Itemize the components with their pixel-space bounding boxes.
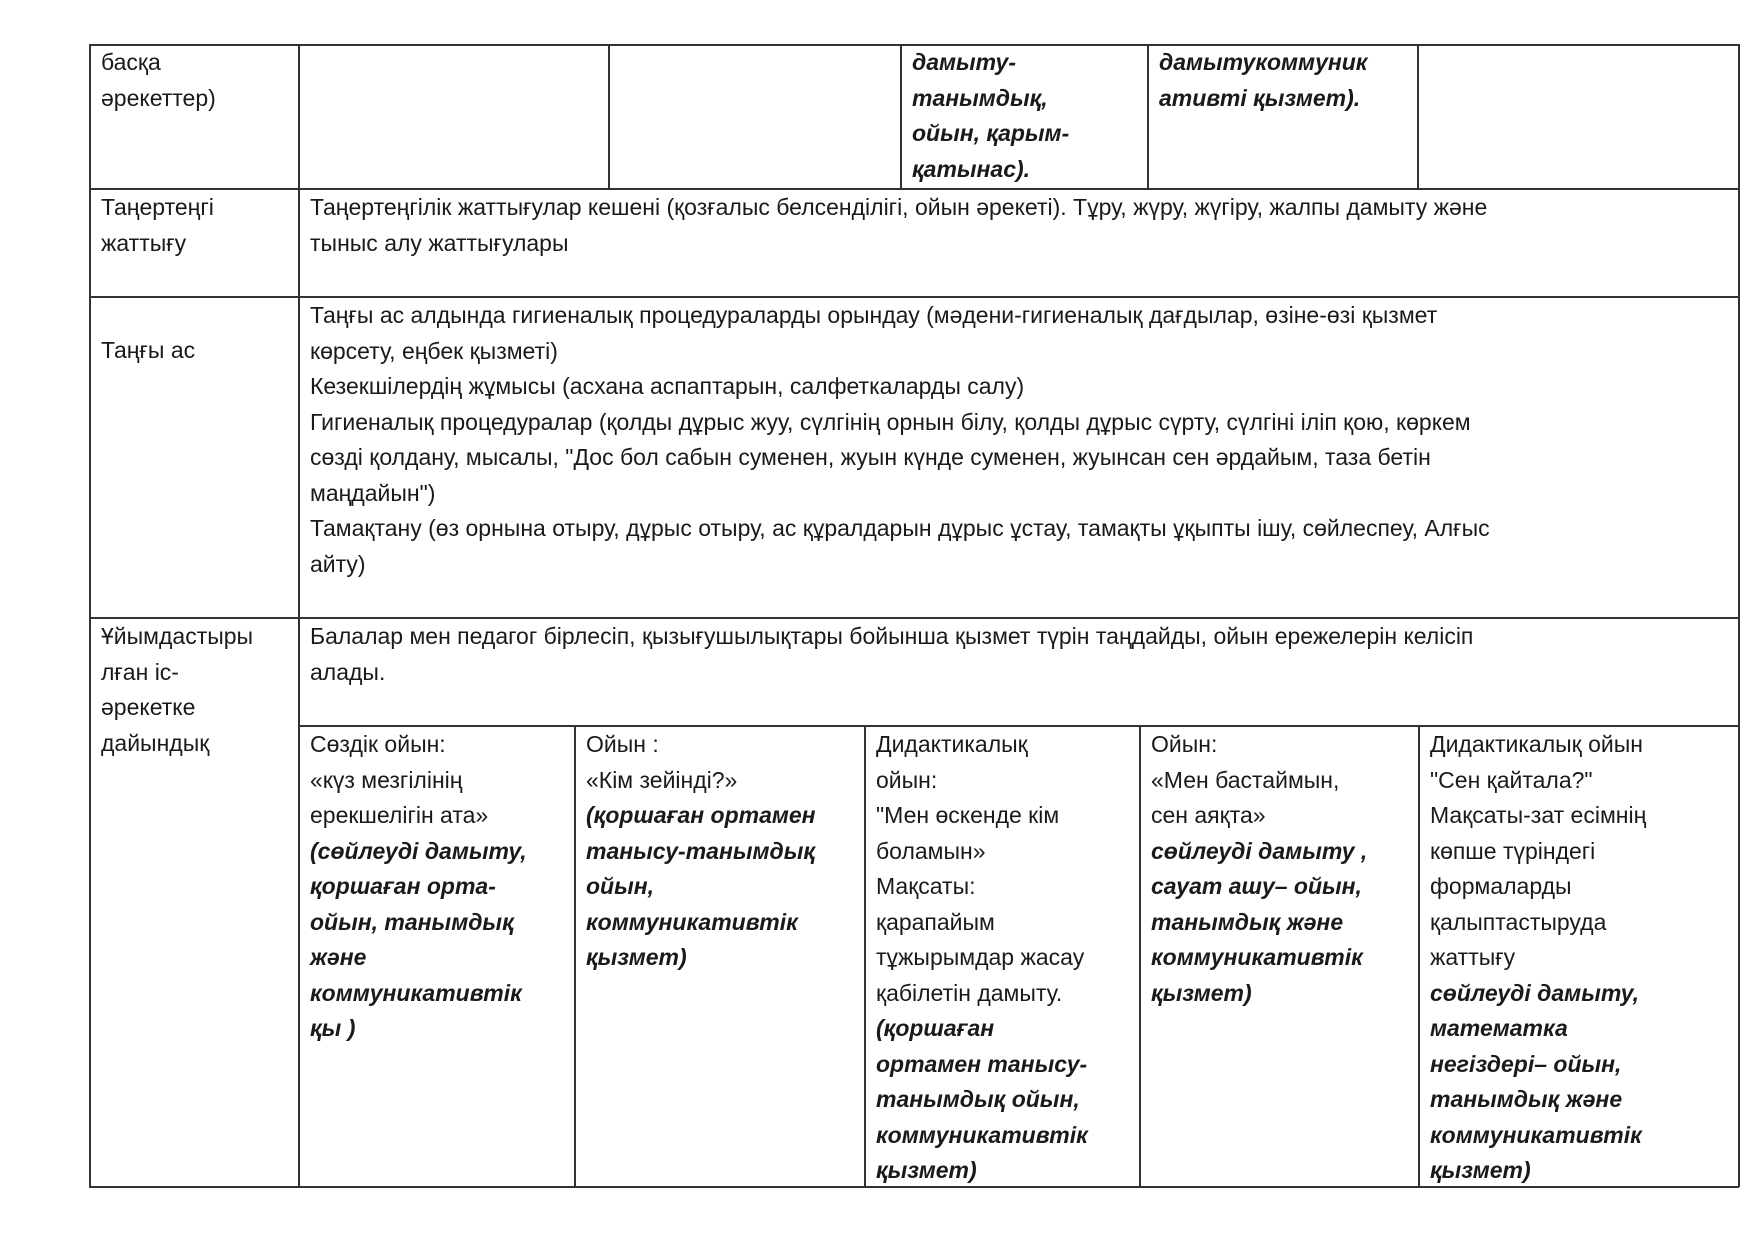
morning-exercise-content xyxy=(299,189,1738,296)
text-line: Балалар мен педагог бірлесіп, қызығушылықтары бойынша қызмет түрін таңдайды, ойын ережелерін келісіп xyxy=(310,623,1474,649)
text-line: танысу-танымдық xyxy=(586,837,816,864)
text-line: танымдық ойын, xyxy=(876,1086,1080,1112)
text-line: коммуникативтік xyxy=(1430,1121,1642,1148)
text-line: көрсету, еңбек қызметі) xyxy=(310,337,558,364)
text-line: қалыптастыруда xyxy=(1430,908,1607,935)
text-line: қабілетін дамыту. xyxy=(876,979,1063,1006)
text-line: тыныс алу жаттығулары xyxy=(310,229,569,256)
text-line: Таңертеңгілік жаттығулар кешені (қозғалыс белсенділігі, ойын әрекеті). Тұру, жүру, жүгіру, жалпы дамыту және xyxy=(310,194,1488,220)
text-line: коммуникативтік xyxy=(586,908,798,935)
text-line: (қоршаған ортамен xyxy=(586,802,816,828)
other-activities-col5 xyxy=(1148,44,1418,188)
game-cell-4 xyxy=(1140,726,1418,1186)
text-line: сен аяқта» xyxy=(1151,802,1266,828)
text-line: дамытукоммуник xyxy=(1159,49,1368,75)
text-line: "Сен қайтала?" xyxy=(1430,766,1593,793)
column-divider xyxy=(608,44,610,189)
text-line: негіздері– ойын, xyxy=(1430,1050,1622,1077)
text-line: «күз мезгілінің xyxy=(310,766,463,793)
table-border-bottom xyxy=(89,1186,1739,1188)
text-line: танымдық және xyxy=(1151,908,1344,935)
text-line: боламын» xyxy=(876,837,986,864)
text-line: танымдық және xyxy=(1430,1086,1623,1112)
organized-activity-intro xyxy=(299,618,1738,725)
text-line: маңдайын") xyxy=(310,479,436,506)
text-line: математка xyxy=(1430,1015,1568,1041)
text-line: Сөздік ойын: xyxy=(310,731,446,757)
text-line: коммуникативтік xyxy=(310,979,522,1006)
text-line: сөйлеуді дамыту, xyxy=(1430,979,1640,1006)
text-line: қатынас). xyxy=(912,155,1031,182)
text-line: қызмет) xyxy=(876,1157,977,1183)
text-line: қызмет) xyxy=(1151,979,1252,1006)
text-line: ойын: xyxy=(876,766,938,793)
other-activities-label xyxy=(90,44,298,188)
text-line: ортамен танысу- xyxy=(876,1050,1088,1077)
text-line: ойын, xyxy=(586,873,655,899)
text-line: Дидактикалық xyxy=(876,731,1028,757)
label-line: әрекеттер) xyxy=(101,84,216,111)
text-line: Гигиеналық процедуралар (қолды дұрыс жуу, сүлгінің орнын білу, қолды дұрыс сүрту, сүлгіні іліп қою, көркем xyxy=(310,408,1471,435)
text-line: ерекшелігін ата» xyxy=(310,802,489,828)
text-line: дамыту- xyxy=(912,49,1016,75)
label-line: Таңғы ас xyxy=(101,337,196,363)
text-line: (қоршаған xyxy=(876,1015,995,1041)
label-line: лған іс- xyxy=(101,658,179,685)
game-cell-3 xyxy=(865,726,1139,1186)
game-cell-1 xyxy=(299,726,574,1186)
table-border-right xyxy=(1738,44,1740,1187)
text-line: танымдық, xyxy=(912,84,1048,111)
text-line: қы ) xyxy=(310,1015,356,1041)
text-line: Мақсаты: xyxy=(876,873,976,899)
breakfast-label xyxy=(90,297,298,617)
text-line: қарапайым xyxy=(876,908,995,935)
other-activities-col4 xyxy=(901,44,1147,188)
text-line: Таңғы ас алдында гигиеналық процедураларды орындау (мәдени-гигиеналық дағдылар, өзіне-өзі қызмет xyxy=(310,302,1438,328)
label-line: жаттығу xyxy=(101,229,187,256)
text-line: коммуникативтік xyxy=(876,1121,1088,1148)
game-cell-2 xyxy=(575,726,864,1186)
text-line: Ойын : xyxy=(586,731,659,757)
text-line: көпше түріндегі xyxy=(1430,837,1596,864)
text-line: сөзді қолдану, мысалы, "Дос бол сабын суменен, жуын күнде суменен, жуынсан сен әрдайым, таза бетін xyxy=(310,444,1431,470)
text-line: қызмет) xyxy=(586,944,687,970)
label-line: дайындық xyxy=(101,729,210,756)
morning-exercise-label xyxy=(90,189,298,296)
text-line: «Кім зейінді?» xyxy=(586,766,738,793)
breakfast-content xyxy=(299,297,1738,617)
text-line: Тамақтану (өз орнына отыру, дұрыс отыру, ас құралдарын дұрыс ұстау, тамақты ұқыпты ішу, сөйлеспеу, Алғыс xyxy=(310,515,1490,541)
text-line: тұжырымдар жасау xyxy=(876,944,1085,970)
text-line: айту) xyxy=(310,550,366,577)
text-line: коммуникативтік xyxy=(1151,944,1363,970)
text-line: Ойын: xyxy=(1151,731,1218,757)
text-line: Кезекшілердің жұмысы (асхана аспаптарын, салфеткаларды салу) xyxy=(310,373,1025,399)
text-line: қызмет) xyxy=(1430,1157,1531,1183)
text-line: (сөйлеуді дамыту, xyxy=(310,837,527,864)
text-line: ойын, танымдық xyxy=(310,908,514,935)
text-line: жаттығу xyxy=(1430,944,1516,970)
text-line: формаларды xyxy=(1430,873,1572,899)
text-line: Мақсаты-зат есімнің xyxy=(1430,802,1647,828)
text-line: "Мен өскенде кім xyxy=(876,802,1060,828)
label-line: Ұйымдастыры xyxy=(101,623,254,649)
organized-activity-label xyxy=(90,618,298,1186)
text-line: Дидактикалық ойын xyxy=(1430,731,1643,757)
text-line: ойын, қарым- xyxy=(912,120,1070,146)
label-line: әрекетке xyxy=(101,694,196,720)
text-line: алады. xyxy=(310,658,386,685)
text-line: сөйлеуді дамыту , xyxy=(1151,837,1368,864)
text-line: және xyxy=(310,944,367,970)
text-line: қоршаған орта- xyxy=(310,873,496,899)
text-line: сауат ашу– ойын, xyxy=(1151,873,1362,899)
label-line: басқа xyxy=(101,49,161,75)
game-cell-5 xyxy=(1419,726,1738,1186)
label-line: Таңертеңгі xyxy=(101,194,214,220)
text-line: ативті қызмет). xyxy=(1159,84,1361,111)
text-line: «Мен бастаймын, xyxy=(1151,766,1340,793)
